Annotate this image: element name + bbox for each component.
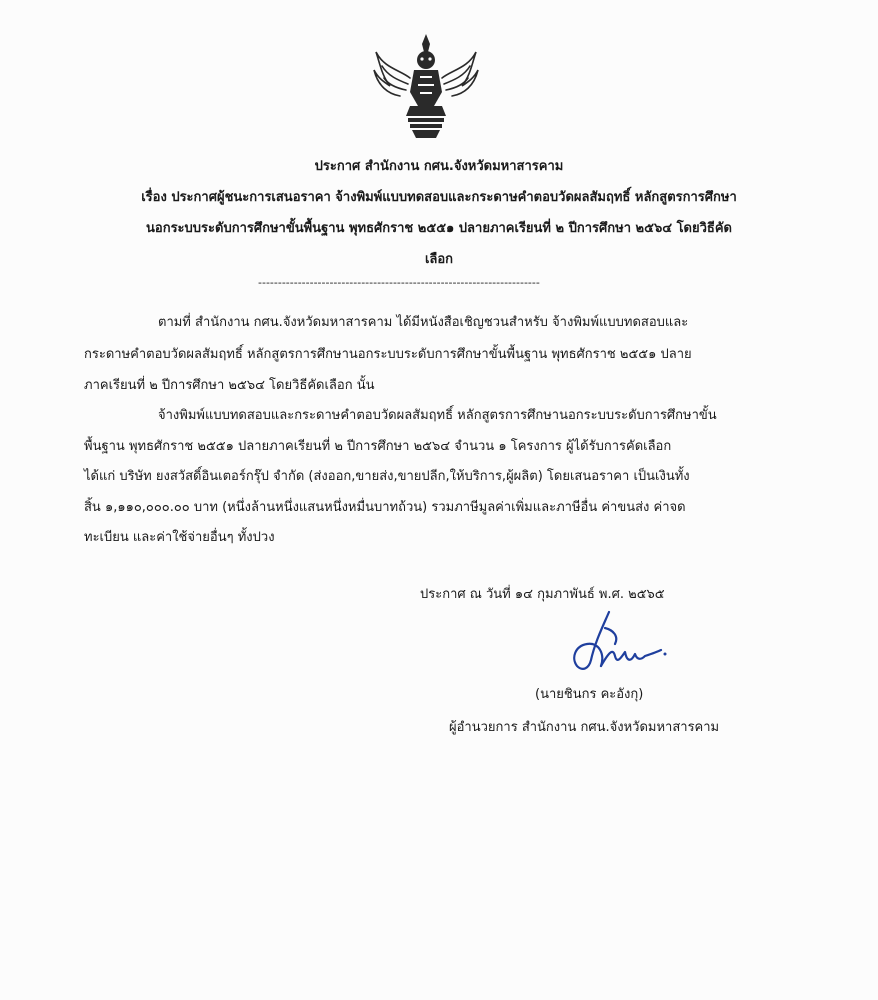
subject-line-1: เรื่อง ประกาศผู้ชนะการเสนอราคา จ้างพิมพ์แบบทดสอบและกระดาษคำตอบวัดผลสัมฤทธิ์ หลักสูตรการศึกษา [141, 190, 737, 205]
separator-line: ----------------------------------------------------------------------- [258, 276, 540, 289]
paragraph-2-line-5: ทะเบียน และค่าใช้จ่ายอื่นๆ ทั้งปวง [84, 530, 275, 545]
paragraph-1-line-2: กระดาษคำตอบวัดผลสัมฤทธิ์ หลักสูตรการศึกษานอกระบบระดับการศึกษาขั้นพื้นฐาน พุทธศักราช ๒๕๕๑ ปลาย [84, 347, 692, 362]
issuer-line: ประกาศ สำนักงาน กศน.จังหวัดมหาสารคาม [314, 159, 564, 174]
paragraph-2-line-2: พื้นฐาน พุทธศักราช ๒๕๕๑ ปลายภาคเรียนที่ ๒ ปีการศึกษา ๒๕๖๔ จำนวน ๑ โครงการ ผู้ได้รับการคัดเลือก [84, 439, 672, 454]
paragraph-1-line-1: ตามที่ สำนักงาน กศน.จังหวัดมหาสารคาม ได้มีหนังสือเชิญชวนสำหรับ จ้างพิมพ์แบบทดสอบและ [158, 315, 689, 330]
paragraph-2-line-4: สิ้น ๑,๑๑๐,๐๐๐.๐๐ บาท (หนึ่งล้านหนึ่งแสนหนึ่งหมื่นบาทถ้วน) รวมภาษีมูลค่าเพิ่มและภาษีอื่น ค่าขนส่ง ค่าจด [84, 500, 686, 515]
paragraph-2-line-1: จ้างพิมพ์แบบทดสอบและกระดาษคำตอบวัดผลสัมฤทธิ์ หลักสูตรการศึกษานอกระบบระดับการศึกษาขั้น [158, 408, 717, 423]
subject-line-3: เลือก [424, 252, 454, 267]
signer-name: (นายชินกร คะอังกุ) [535, 687, 644, 702]
paragraph-1-line-3: ภาคเรียนที่ ๒ ปีการศึกษา ๒๕๖๔ โดยวิธีคัดเลือก นั้น [84, 378, 375, 393]
subject-line-2: นอกระบบระดับการศึกษาขั้นพื้นฐาน พุทธศักราช ๒๕๕๑ ปลายภาคเรียนที่ ๒ ปีการศึกษา ๒๕๖๔ โดยวิธีคัด [146, 221, 732, 236]
handwritten-signature [565, 608, 675, 678]
garuda-emblem-icon [370, 30, 482, 140]
paragraph-2-line-3: ได้แก่ บริษัท ยงสวัสดิ์อินเตอร์กรุ๊ป จำกัด (ส่งออก,ขายส่ง,ขายปลีก,ให้บริการ,ผู้ผลิต) โดยเสนอราคา เป็นเงินทั้ง [84, 469, 690, 484]
signer-title: ผู้อำนวยการ สำนักงาน กศน.จังหวัดมหาสารคาม [449, 720, 720, 735]
announcement-date: ประกาศ ณ วันที่ ๑๔ กุมภาพันธ์ พ.ศ. ๒๕๖๕ [420, 587, 665, 602]
